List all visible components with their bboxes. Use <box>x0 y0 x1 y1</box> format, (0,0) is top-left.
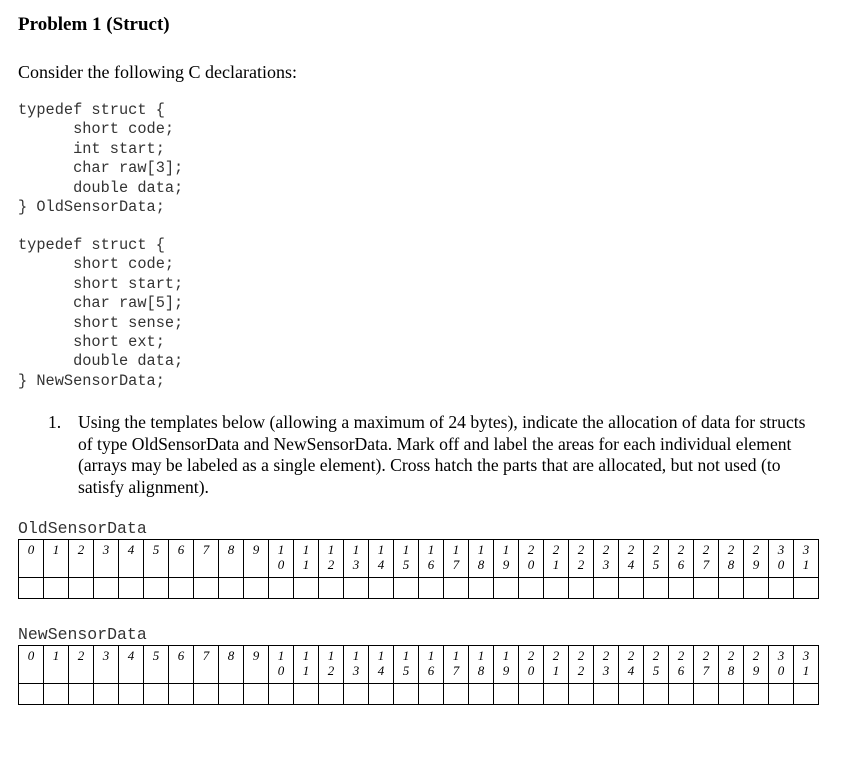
byte-index-digit-bottom: 5 <box>652 663 660 678</box>
byte-index-digit-bottom: 8 <box>477 557 485 572</box>
byte-index-cell <box>419 646 444 684</box>
byte-index-cell <box>569 540 594 578</box>
byte-index-digit-top: 1 <box>427 542 435 557</box>
byte-index-digit-bottom: 8 <box>477 663 485 678</box>
byte-index-digit-top: 0 <box>27 648 35 663</box>
byte-slot[interactable] <box>119 578 144 599</box>
byte-index-digit-top: 2 <box>527 648 535 663</box>
byte-index-cell <box>344 646 369 684</box>
byte-index-digit-bottom: 7 <box>452 557 460 572</box>
byte-index-cell <box>544 646 569 684</box>
byte-index-digit-top: 1 <box>452 542 460 557</box>
byte-index-cell <box>444 540 469 578</box>
byte-index-digit-bottom: 7 <box>702 663 710 678</box>
byte-slot[interactable] <box>469 578 494 599</box>
byte-index-digit-top: 2 <box>577 648 585 663</box>
byte-index-digit-top: 6 <box>177 648 185 663</box>
byte-index-cell <box>219 540 244 578</box>
byte-index-cell <box>694 540 719 578</box>
byte-index-digit-bottom: 1 <box>802 663 810 678</box>
byte-index-cell <box>369 540 394 578</box>
byte-slot[interactable] <box>319 578 344 599</box>
byte-slot[interactable] <box>194 684 219 705</box>
byte-index-cell <box>769 540 794 578</box>
byte-index-digit-bottom: 9 <box>752 663 760 678</box>
byte-slot[interactable] <box>444 578 469 599</box>
byte-slot[interactable] <box>219 578 244 599</box>
question-number: 1. <box>48 412 62 432</box>
byte-index-digit-bottom: 5 <box>652 557 660 572</box>
byte-index-cell <box>319 540 344 578</box>
byte-index-digit-top: 7 <box>202 542 210 557</box>
byte-index-digit-bottom: 5 <box>402 557 410 572</box>
byte-slot[interactable] <box>44 684 69 705</box>
byte-index-cell <box>269 646 294 684</box>
byte-index-digit-bottom: 6 <box>427 557 435 572</box>
byte-index-cell <box>44 540 69 578</box>
byte-slot[interactable] <box>569 578 594 599</box>
byte-index-cell <box>119 540 144 578</box>
byte-index-row <box>19 540 819 578</box>
byte-slot[interactable] <box>594 684 619 705</box>
byte-index-digit-bottom: 7 <box>702 557 710 572</box>
byte-index-digit-top: 2 <box>652 648 660 663</box>
byte-slot[interactable] <box>594 578 619 599</box>
byte-index-digit-top: 6 <box>177 542 185 557</box>
byte-index-digit-top: 1 <box>52 648 60 663</box>
byte-slot[interactable] <box>94 684 119 705</box>
byte-index-digit-top: 8 <box>227 542 235 557</box>
byte-index-digit-bottom: 2 <box>577 663 585 678</box>
byte-index-cell <box>719 646 744 684</box>
byte-index-digit-top: 2 <box>702 542 710 557</box>
byte-index-digit-top: 1 <box>277 648 285 663</box>
byte-index-digit-bottom: 0 <box>527 663 535 678</box>
byte-index-digit-bottom: 0 <box>277 663 285 678</box>
byte-index-digit-top: 2 <box>752 648 760 663</box>
byte-index-digit-top: 1 <box>352 542 360 557</box>
byte-index-digit-top: 2 <box>627 542 635 557</box>
byte-index-cell <box>294 646 319 684</box>
byte-index-digit-top: 2 <box>552 542 560 557</box>
byte-slot[interactable] <box>494 684 519 705</box>
byte-index-digit-top: 9 <box>252 542 260 557</box>
byte-index-digit-top: 1 <box>377 648 385 663</box>
byte-index-digit-bottom: 4 <box>627 557 635 572</box>
byte-index-cell <box>594 540 619 578</box>
byte-index-cell <box>194 540 219 578</box>
code-block-old-sensor-data: typedef struct { short code; int start; char raw[3]; double data; } OldSensorData; <box>18 101 184 217</box>
byte-index-digit-bottom: 1 <box>802 557 810 572</box>
byte-index-digit-top: 1 <box>277 542 285 557</box>
byte-index-digit-top: 2 <box>577 542 585 557</box>
byte-slot[interactable] <box>19 578 44 599</box>
byte-index-digit-bottom: 1 <box>302 557 310 572</box>
byte-index-cell <box>419 540 444 578</box>
allocation-grid-new <box>18 645 819 705</box>
byte-slot[interactable] <box>94 578 119 599</box>
byte-index-cell <box>644 540 669 578</box>
byte-index-cell <box>744 646 769 684</box>
byte-index-digit-top: 1 <box>52 542 60 557</box>
byte-index-digit-bottom: 1 <box>552 663 560 678</box>
byte-index-cell <box>294 540 319 578</box>
byte-slot[interactable] <box>744 578 769 599</box>
byte-index-digit-top: 0 <box>27 542 35 557</box>
byte-index-digit-bottom: 9 <box>502 557 510 572</box>
byte-slot[interactable] <box>669 684 694 705</box>
byte-index-digit-top: 2 <box>627 648 635 663</box>
byte-index-row <box>19 646 819 684</box>
byte-index-digit-top: 1 <box>302 542 310 557</box>
byte-index-cell <box>619 646 644 684</box>
byte-index-digit-top: 1 <box>352 648 360 663</box>
byte-index-cell <box>744 540 769 578</box>
byte-index-digit-bottom: 6 <box>427 663 435 678</box>
byte-index-digit-top: 2 <box>752 542 760 557</box>
byte-index-digit-top: 8 <box>227 648 235 663</box>
byte-index-cell <box>694 646 719 684</box>
byte-index-cell <box>19 540 44 578</box>
byte-index-digit-top: 3 <box>777 648 785 663</box>
byte-index-digit-bottom: 2 <box>327 557 335 572</box>
byte-slot[interactable] <box>519 684 544 705</box>
byte-index-digit-top: 1 <box>377 542 385 557</box>
byte-index-digit-top: 1 <box>327 542 335 557</box>
byte-slot[interactable] <box>419 684 444 705</box>
byte-index-cell <box>69 540 94 578</box>
question-item <box>48 412 818 498</box>
byte-slot[interactable] <box>419 578 444 599</box>
byte-index-cell <box>494 646 519 684</box>
byte-slot[interactable] <box>444 684 469 705</box>
byte-index-cell <box>669 646 694 684</box>
template-label-new: NewSensorData <box>18 625 147 644</box>
byte-slot[interactable] <box>44 578 69 599</box>
byte-index-cell <box>594 646 619 684</box>
byte-index-digit-top: 4 <box>127 542 135 557</box>
byte-slot[interactable] <box>119 684 144 705</box>
byte-index-digit-top: 2 <box>552 648 560 663</box>
byte-index-cell <box>644 646 669 684</box>
byte-index-digit-bottom: 1 <box>552 557 560 572</box>
byte-slot[interactable] <box>269 684 294 705</box>
byte-slot[interactable] <box>494 578 519 599</box>
byte-index-cell <box>719 540 744 578</box>
intro-text: Consider the following C declarations: <box>18 62 297 82</box>
byte-index-digit-top: 1 <box>302 648 310 663</box>
byte-slot[interactable] <box>219 684 244 705</box>
byte-slot[interactable] <box>669 578 694 599</box>
byte-index-digit-top: 2 <box>702 648 710 663</box>
byte-slot[interactable] <box>169 684 194 705</box>
byte-index-digit-top: 3 <box>102 648 110 663</box>
byte-index-cell <box>544 540 569 578</box>
byte-index-digit-top: 1 <box>427 648 435 663</box>
byte-index-cell <box>519 540 544 578</box>
allocation-row <box>19 578 819 599</box>
byte-index-digit-bottom: 3 <box>352 557 360 572</box>
byte-slot[interactable] <box>344 578 369 599</box>
byte-index-digit-bottom: 4 <box>377 663 385 678</box>
allocation-row <box>19 684 819 705</box>
problem-title: Problem 1 (Struct) <box>18 14 170 35</box>
byte-index-digit-bottom: 0 <box>777 557 785 572</box>
byte-index-cell <box>794 646 819 684</box>
byte-slot[interactable] <box>144 684 169 705</box>
byte-index-digit-top: 2 <box>727 648 735 663</box>
byte-index-digit-top: 1 <box>327 648 335 663</box>
byte-index-digit-top: 2 <box>677 648 685 663</box>
byte-index-digit-top: 1 <box>477 648 485 663</box>
allocation-grid-old <box>18 539 819 599</box>
code-block-new-sensor-data: typedef struct { short code; short start; char raw[5]; short sense; short ext; double data; } NewSensorData; <box>18 236 184 390</box>
byte-index-digit-top: 2 <box>602 648 610 663</box>
byte-index-cell <box>19 646 44 684</box>
byte-index-cell <box>269 540 294 578</box>
byte-slot[interactable] <box>544 578 569 599</box>
byte-index-digit-top: 2 <box>677 542 685 557</box>
byte-index-cell <box>144 540 169 578</box>
byte-index-digit-bottom: 3 <box>602 663 610 678</box>
byte-index-digit-bottom: 1 <box>302 663 310 678</box>
byte-slot[interactable] <box>69 578 94 599</box>
byte-index-cell <box>119 646 144 684</box>
byte-slot[interactable] <box>369 684 394 705</box>
byte-index-cell <box>94 646 119 684</box>
byte-index-cell <box>244 646 269 684</box>
byte-slot[interactable] <box>744 684 769 705</box>
byte-slot[interactable] <box>144 578 169 599</box>
byte-index-cell <box>444 646 469 684</box>
byte-index-digit-top: 7 <box>202 648 210 663</box>
byte-index-cell <box>469 540 494 578</box>
byte-index-digit-bottom: 3 <box>602 557 610 572</box>
byte-index-cell <box>244 540 269 578</box>
byte-slot[interactable] <box>569 684 594 705</box>
byte-index-cell <box>619 540 644 578</box>
byte-index-cell <box>319 646 344 684</box>
byte-index-digit-bottom: 9 <box>752 557 760 572</box>
byte-slot[interactable] <box>269 578 294 599</box>
byte-index-digit-top: 1 <box>452 648 460 663</box>
byte-slot[interactable] <box>294 684 319 705</box>
byte-index-cell <box>94 540 119 578</box>
question-text: Using the templates below (allowing a maximum of 24 bytes), indicate the allocation of data for structs of type OldSensorData and NewSensorData. Mark off and label the areas for each individual element (arrays may be labeled as a single element). Cross hatch the parts that are allocated, but not used (to satisfy alignment). <box>78 412 806 497</box>
byte-index-digit-top: 4 <box>127 648 135 663</box>
byte-slot[interactable] <box>644 578 669 599</box>
byte-index-cell <box>394 646 419 684</box>
byte-slot[interactable] <box>194 578 219 599</box>
byte-index-cell <box>469 646 494 684</box>
byte-index-cell <box>344 540 369 578</box>
byte-index-digit-top: 3 <box>802 648 810 663</box>
byte-index-digit-top: 3 <box>777 542 785 557</box>
byte-index-digit-top: 3 <box>802 542 810 557</box>
byte-index-digit-bottom: 6 <box>677 557 685 572</box>
byte-index-cell <box>69 646 94 684</box>
byte-index-digit-top: 5 <box>152 648 160 663</box>
byte-index-digit-top: 2 <box>652 542 660 557</box>
byte-index-digit-bottom: 0 <box>527 557 535 572</box>
byte-slot[interactable] <box>769 684 794 705</box>
byte-index-digit-top: 9 <box>252 648 260 663</box>
byte-slot[interactable] <box>644 684 669 705</box>
byte-index-digit-top: 2 <box>527 542 535 557</box>
byte-slot[interactable] <box>244 578 269 599</box>
byte-index-cell <box>369 646 394 684</box>
byte-index-cell <box>794 540 819 578</box>
byte-index-cell <box>219 646 244 684</box>
byte-index-cell <box>194 646 219 684</box>
byte-slot[interactable] <box>719 684 744 705</box>
byte-slot[interactable] <box>169 578 194 599</box>
byte-slot[interactable] <box>769 578 794 599</box>
byte-index-digit-bottom: 4 <box>377 557 385 572</box>
byte-slot[interactable] <box>619 684 644 705</box>
byte-index-digit-top: 2 <box>77 648 85 663</box>
byte-slot[interactable] <box>544 684 569 705</box>
byte-index-cell <box>769 646 794 684</box>
byte-slot[interactable] <box>319 684 344 705</box>
byte-slot[interactable] <box>369 578 394 599</box>
byte-index-digit-bottom: 6 <box>677 663 685 678</box>
byte-index-digit-top: 1 <box>502 648 510 663</box>
byte-slot[interactable] <box>19 684 44 705</box>
byte-index-digit-top: 1 <box>402 648 410 663</box>
byte-index-cell <box>569 646 594 684</box>
byte-slot[interactable] <box>694 578 719 599</box>
byte-index-digit-bottom: 9 <box>502 663 510 678</box>
byte-slot[interactable] <box>69 684 94 705</box>
byte-index-digit-bottom: 8 <box>727 663 735 678</box>
byte-index-digit-top: 1 <box>477 542 485 557</box>
byte-index-digit-bottom: 4 <box>627 663 635 678</box>
template-label-old: OldSensorData <box>18 519 147 538</box>
byte-index-digit-bottom: 2 <box>577 557 585 572</box>
byte-slot[interactable] <box>694 684 719 705</box>
byte-slot[interactable] <box>344 684 369 705</box>
byte-slot[interactable] <box>619 578 644 599</box>
byte-slot[interactable] <box>244 684 269 705</box>
byte-index-digit-bottom: 8 <box>727 557 735 572</box>
byte-index-digit-bottom: 0 <box>777 663 785 678</box>
byte-index-cell <box>144 646 169 684</box>
byte-index-cell <box>494 540 519 578</box>
byte-slot[interactable] <box>794 578 819 599</box>
byte-index-digit-bottom: 7 <box>452 663 460 678</box>
byte-index-cell <box>169 540 194 578</box>
byte-index-digit-top: 5 <box>152 542 160 557</box>
byte-slot[interactable] <box>394 684 419 705</box>
byte-index-digit-bottom: 5 <box>402 663 410 678</box>
byte-index-digit-bottom: 3 <box>352 663 360 678</box>
byte-index-digit-top: 2 <box>77 542 85 557</box>
byte-slot[interactable] <box>794 684 819 705</box>
byte-index-digit-bottom: 2 <box>327 663 335 678</box>
byte-slot[interactable] <box>719 578 744 599</box>
byte-index-digit-bottom: 0 <box>277 557 285 572</box>
byte-index-digit-top: 3 <box>102 542 110 557</box>
byte-index-digit-top: 2 <box>727 542 735 557</box>
byte-index-digit-top: 1 <box>502 542 510 557</box>
byte-index-digit-top: 1 <box>402 542 410 557</box>
byte-index-cell <box>669 540 694 578</box>
byte-index-cell <box>169 646 194 684</box>
byte-index-cell <box>519 646 544 684</box>
byte-slot[interactable] <box>519 578 544 599</box>
byte-slot[interactable] <box>469 684 494 705</box>
byte-index-cell <box>44 646 69 684</box>
byte-index-cell <box>394 540 419 578</box>
byte-slot[interactable] <box>394 578 419 599</box>
byte-index-digit-top: 2 <box>602 542 610 557</box>
byte-slot[interactable] <box>294 578 319 599</box>
